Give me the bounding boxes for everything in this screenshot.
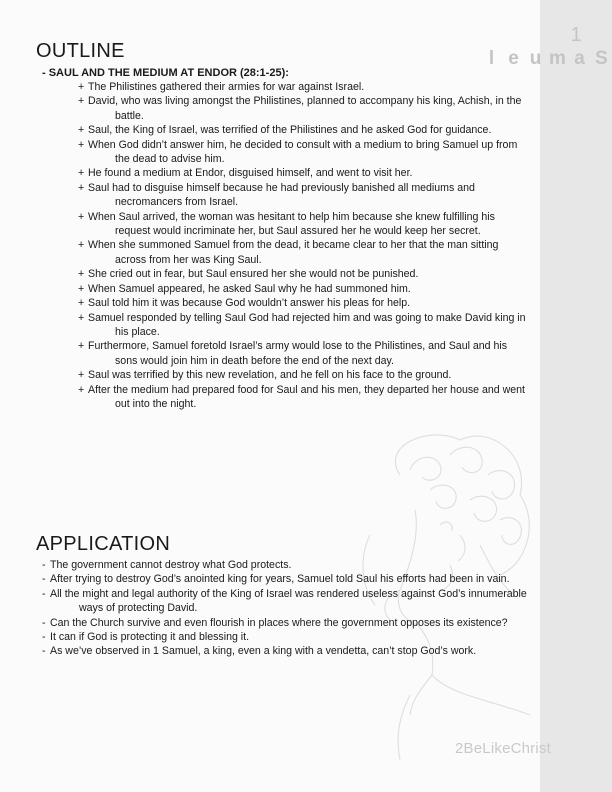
book-name-vertical — [481, 48, 612, 74]
outline-item-text: Furthermore, Samuel foretold Israel’s army would lose to the Philistines, and Saul and his sons would join him in death before the end of the next day. — [88, 340, 508, 367]
application-item — [42, 644, 530, 658]
plus-icon: + — [78, 167, 85, 180]
plus-icon: + — [78, 124, 85, 137]
dash-icon: - — [42, 645, 46, 658]
outline-item — [78, 267, 530, 281]
outline-item — [78, 311, 530, 340]
plus-icon: + — [78, 268, 85, 281]
outline-item — [78, 383, 530, 412]
application-item-text: All the might and legal authority of the King of Israel was rendered useless against God’s innumerable ways of protecting David. — [50, 587, 527, 615]
outline-item — [78, 368, 530, 382]
outline-item-text: Saul, the King of Israel, was terrified of the Philistines and he asked God for guidance. — [88, 124, 492, 137]
plus-icon: + — [78, 210, 85, 223]
outline-item-text: When she summoned Samuel from the dead, it became clear to her that the man sitting across from her was King Saul. — [88, 239, 499, 266]
plus-icon: + — [78, 282, 85, 295]
outline-item — [78, 339, 530, 368]
outline-item — [78, 210, 530, 239]
book-name-letter: l — [481, 48, 502, 74]
outline-list — [78, 80, 530, 411]
plus-icon: + — [78, 95, 85, 108]
plus-icon: + — [78, 239, 85, 252]
dash-icon: - — [42, 631, 46, 644]
outline-item-text: Samuel responded by telling Saul God had rejected him and was going to make David king in his place. — [88, 311, 526, 338]
dash-icon: - — [42, 587, 46, 600]
outline-item — [78, 181, 530, 210]
application-item-text: Can the Church survive and even flourish in places where the government opposes its existence? — [50, 616, 508, 629]
book-name-letter: a — [569, 48, 590, 74]
application-item — [42, 558, 530, 572]
outline-heading: OUTLINE — [36, 40, 125, 62]
outline-item — [78, 296, 530, 310]
application-item-text: It can if God is protecting it and blessing it. — [50, 631, 250, 644]
plus-icon: + — [78, 383, 85, 396]
outline-item — [78, 166, 530, 180]
outline-item-text: The Philistines gathered their armies for war against Israel. — [88, 81, 365, 93]
plus-icon: + — [78, 297, 85, 310]
brand-watermark: 2BeLikeChrist — [455, 740, 551, 757]
outline-item — [78, 94, 530, 123]
outline-item-text: Saul had to disguise himself because he had previously banished all mediums and necromancers from Israel. — [88, 181, 475, 209]
outline-item-text: Saul was terrified by this new revelation, and he fell on his face to the ground. — [88, 369, 452, 382]
outline-item-text: When God didn’t answer him, he decided to consult with a medium to bring Samuel up from the dead to advise him. — [88, 138, 518, 166]
application-item — [42, 587, 530, 616]
book-name-letter: S — [591, 48, 612, 74]
application-item-text: As we’ve observed in 1 Samuel, a king, even a king with a vendetta, can’t stop God’s work. — [50, 645, 477, 658]
outline-item — [78, 282, 530, 296]
plus-icon: + — [78, 369, 85, 382]
application-heading: APPLICATION — [36, 533, 171, 555]
application-list — [42, 558, 530, 659]
outline-item-text: She cried out in fear, but Saul ensured her she would not be punished. — [88, 268, 419, 281]
outline-item — [78, 238, 530, 267]
application-item — [42, 616, 530, 630]
outline-item-text: After the medium had prepared food for Saul and his men, they departed her house and went out into the night. — [88, 383, 525, 410]
outline-item — [78, 80, 530, 94]
dash-icon: - — [42, 616, 46, 629]
application-item-text: The government cannot destroy what God protects. — [50, 559, 292, 571]
application-item — [42, 572, 530, 586]
outline-item-text: He found a medium at Endor, disguised himself, and went to visit her. — [88, 167, 413, 180]
book-number: 1 — [570, 24, 582, 46]
outline-item — [78, 138, 530, 167]
application-item — [42, 630, 530, 644]
book-name-letter: e — [503, 48, 524, 74]
outline-item — [78, 123, 530, 137]
plus-icon: + — [78, 311, 85, 324]
outline-section-title: - SAUL AND THE MEDIUM AT ENDOR (28:1-25): — [42, 67, 289, 79]
plus-icon: + — [78, 81, 85, 93]
dash-icon: - — [42, 559, 46, 571]
plus-icon: + — [78, 181, 85, 194]
outline-item-text: Saul told him it was because God wouldn’t answer his pleas for help. — [88, 297, 411, 310]
plus-icon: + — [78, 340, 85, 353]
outline-item-text: When Samuel appeared, he asked Saul why he had summoned him. — [88, 282, 411, 295]
outline-item-text: When Saul arrived, the woman was hesitant to help him because she knew fulfilling his request would incriminate her, but Saul assured her he would keep her secret. — [88, 210, 495, 238]
book-name-letter: m — [547, 48, 568, 74]
outline-item-text: David, who was living amongst the Philistines, planned to accompany his king, Achish, in the battle. — [88, 95, 522, 122]
book-name-letter: u — [525, 48, 546, 74]
application-item-text: After trying to destroy God’s anointed king for years, Samuel told Saul his efforts had been in vain. — [50, 573, 510, 586]
plus-icon: + — [78, 138, 85, 151]
dash-icon: - — [42, 573, 46, 586]
